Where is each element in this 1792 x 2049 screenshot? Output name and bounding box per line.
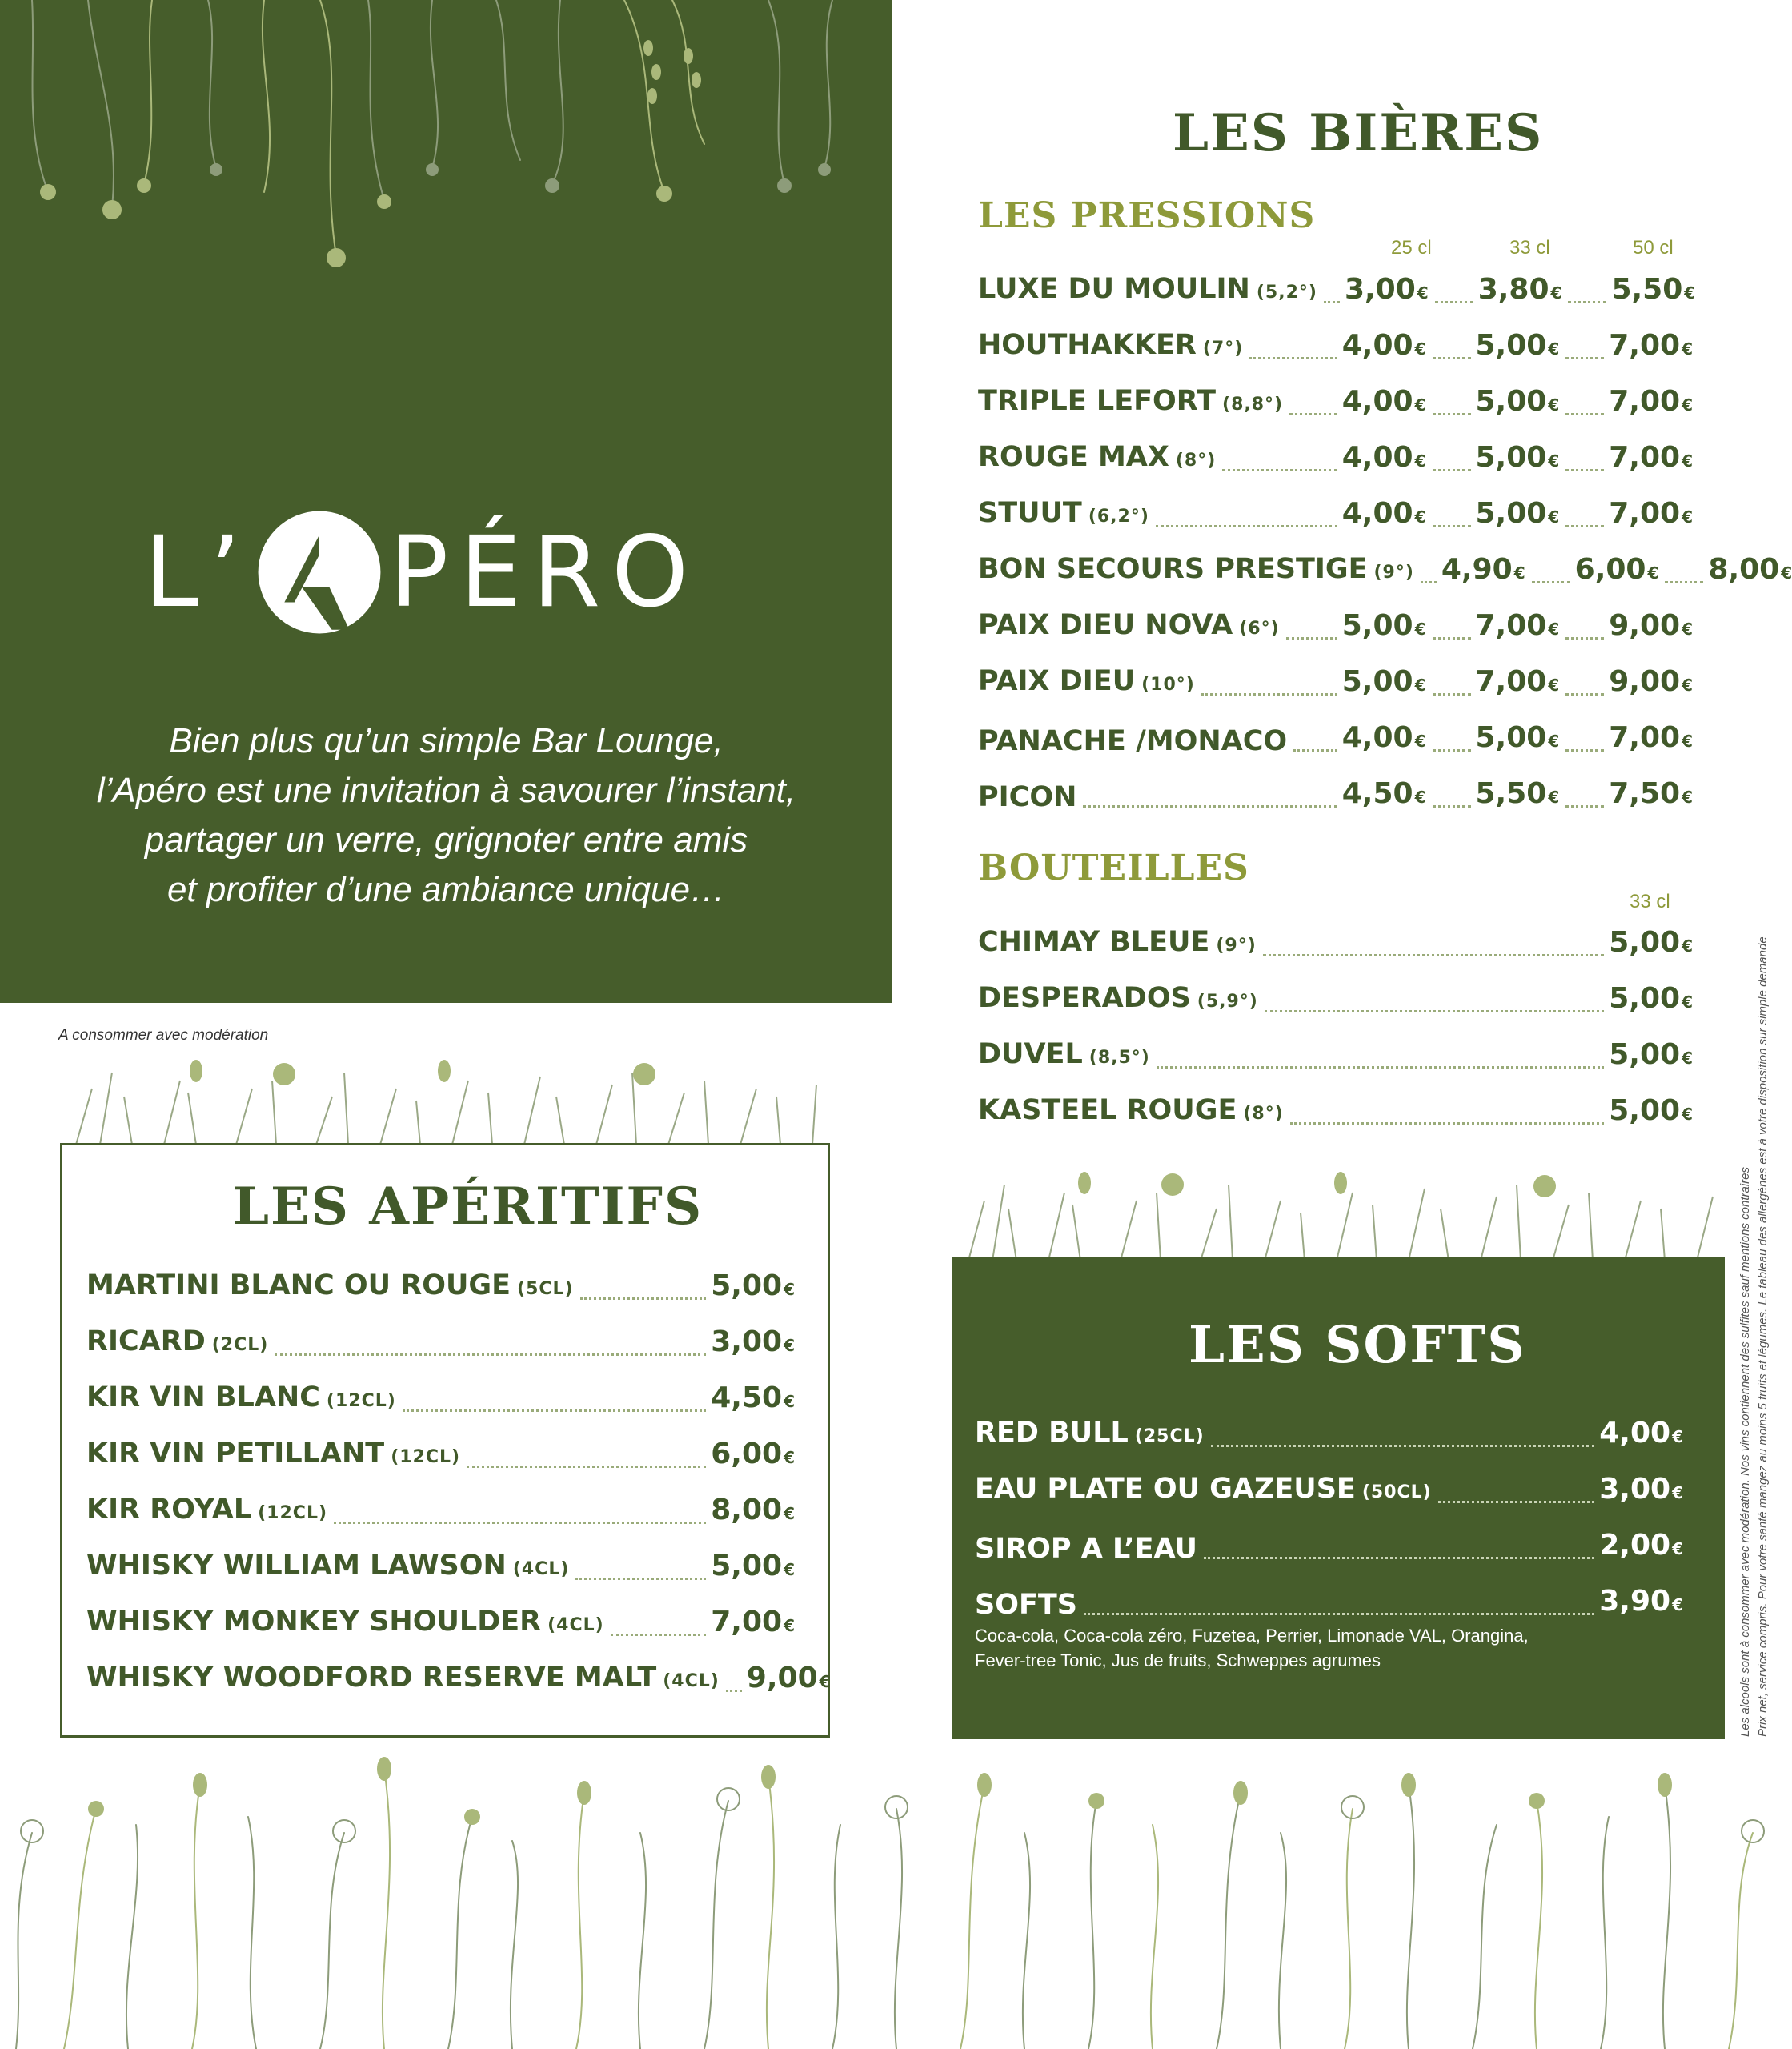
tagline-line: l’Apéro est une invitation à savourer l’instant, xyxy=(96,771,796,810)
price: 5,00 € xyxy=(1341,665,1426,698)
dotted-leader xyxy=(1222,469,1337,471)
price: 7,00 € xyxy=(1609,329,1693,362)
item-note: (7°) xyxy=(1202,339,1244,359)
dotted-leader xyxy=(1083,805,1337,808)
moderation-note: A consommer avec modération xyxy=(58,1027,269,1044)
price: 4,00 € xyxy=(1341,721,1426,754)
price: 3,80 € xyxy=(1477,273,1562,306)
euro-sign: € xyxy=(1684,283,1696,303)
item-name: SIROP A L’EAU xyxy=(975,1533,1197,1565)
dotted-leader xyxy=(1293,749,1337,752)
euro-sign: € xyxy=(1414,732,1426,751)
item-note: (6°) xyxy=(1239,619,1280,639)
euro-sign: € xyxy=(784,1392,795,1411)
price: 5,00 € xyxy=(1475,497,1560,530)
draft-beer-row xyxy=(978,551,1792,591)
dotted-leader xyxy=(1435,301,1473,303)
tagline-line: partager un verre, grignoter entre amis xyxy=(144,820,748,860)
price: 4,50 € xyxy=(711,1381,795,1414)
item-note: (5CL) xyxy=(517,1279,574,1299)
dotted-leader xyxy=(1211,1445,1595,1447)
dotted-leader xyxy=(1565,469,1604,471)
item-note: (8,5°) xyxy=(1088,1048,1150,1068)
euro-sign: € xyxy=(1548,451,1560,471)
dotted-leader xyxy=(1157,1066,1604,1069)
price: 4,00 € xyxy=(1341,441,1426,474)
item-name: HOUTHAKKER (7°) xyxy=(978,329,1244,361)
dotted-leader xyxy=(1532,581,1570,583)
softs-detail xyxy=(975,1623,1529,1673)
euro-sign: € xyxy=(1417,283,1429,303)
softs-title: LES SOFTS xyxy=(1189,1315,1526,1375)
item-note: (12CL) xyxy=(258,1503,328,1523)
item-name: KIR VIN PETILLANT (12CL) xyxy=(86,1438,461,1470)
euro-sign: € xyxy=(784,1280,795,1299)
euro-sign: € xyxy=(1548,620,1560,639)
brand-name-left: L’ xyxy=(144,515,252,629)
brand-name-right: PÉRO xyxy=(389,515,700,629)
item-name: ROUGE MAX (8°) xyxy=(978,441,1217,473)
item-note: (4CL) xyxy=(512,1559,570,1579)
dotted-leader xyxy=(1249,357,1337,359)
price: 7,00 € xyxy=(1475,609,1560,642)
dotted-leader xyxy=(1665,581,1703,583)
price: 9,00 € xyxy=(1609,665,1693,698)
dotted-leader xyxy=(1421,581,1437,583)
dotted-leader xyxy=(275,1353,706,1356)
euro-sign: € xyxy=(1548,788,1560,807)
dotted-leader xyxy=(1433,749,1471,752)
item-note: (4CL) xyxy=(547,1615,604,1635)
item-note: (9°) xyxy=(1373,563,1414,583)
dotted-leader xyxy=(403,1409,706,1412)
euro-sign: € xyxy=(1414,451,1426,471)
price: 7,00 € xyxy=(711,1606,795,1638)
euro-sign: € xyxy=(1414,339,1426,359)
item-note: (8,8°) xyxy=(1222,395,1284,415)
aperitifs-title: LES APÉRITIFS xyxy=(233,1177,704,1237)
dotted-leader xyxy=(1263,954,1605,956)
dotted-leader xyxy=(1565,805,1604,808)
wildflower-meadow-illustration xyxy=(0,1737,1786,2049)
item-note: (4CL) xyxy=(663,1671,720,1691)
dotted-leader xyxy=(1156,525,1337,527)
dotted-leader xyxy=(1433,525,1471,527)
dotted-leader xyxy=(1433,637,1471,640)
legal-note xyxy=(1737,856,1772,1737)
item-name: CHIMAY BLEUE (9°) xyxy=(978,926,1257,958)
price: 7,00 € xyxy=(1609,497,1693,530)
euro-sign: € xyxy=(784,1336,795,1355)
dotted-leader xyxy=(1433,469,1471,471)
item-note: (25CL) xyxy=(1134,1426,1205,1446)
price: 5,00 € xyxy=(1475,721,1560,754)
price: 8,00 € xyxy=(1708,553,1792,586)
aperitifs-panel xyxy=(60,1143,830,1738)
aperitif-row xyxy=(86,1323,795,1363)
soft-row xyxy=(975,1470,1683,1510)
dotted-leader xyxy=(467,1466,706,1468)
dotted-leader xyxy=(1204,1557,1594,1559)
price: 8,00 € xyxy=(711,1494,795,1526)
draft-beer-row xyxy=(978,775,1693,815)
draft-beer-row xyxy=(978,327,1693,367)
dotted-leader xyxy=(1201,693,1337,696)
euro-sign: € xyxy=(1682,992,1693,1012)
dotted-leader xyxy=(1438,1501,1595,1503)
item-name: SOFTS xyxy=(975,1589,1077,1621)
price: 7,00 € xyxy=(1609,721,1693,754)
item-name: RICARD (2CL) xyxy=(86,1325,269,1357)
volume-header: 50 cl xyxy=(1633,237,1674,259)
dotted-leader xyxy=(611,1634,707,1636)
price: 5,00 € xyxy=(1609,1038,1693,1071)
dotted-leader xyxy=(1433,357,1471,359)
bottle-beer-row xyxy=(978,1036,1693,1076)
euro-sign: € xyxy=(1682,395,1693,415)
item-note: (10°) xyxy=(1141,675,1195,695)
draft-title: LES PRESSIONS xyxy=(978,195,1316,236)
price: 7,00 € xyxy=(1475,665,1560,698)
soft-row xyxy=(975,1582,1683,1622)
aperitif-row xyxy=(86,1603,795,1643)
dotted-leader xyxy=(1565,693,1604,696)
dotted-leader xyxy=(1433,413,1471,415)
volume-header: 33 cl xyxy=(1509,237,1550,259)
price: 3,90 € xyxy=(1599,1585,1683,1618)
euro-sign: € xyxy=(1682,1049,1693,1068)
euro-sign: € xyxy=(784,1448,795,1467)
price: 3,00 € xyxy=(711,1325,795,1358)
item-name: PAIX DIEU (10°) xyxy=(978,665,1195,697)
item-name: KASTEEL ROUGE (8°) xyxy=(978,1094,1284,1126)
volume-header: 33 cl xyxy=(1630,891,1670,912)
euro-sign: € xyxy=(1548,732,1560,751)
draft-beer-row xyxy=(978,271,1696,311)
price: 5,50 € xyxy=(1611,273,1696,306)
item-name: DUVEL (8,5°) xyxy=(978,1038,1150,1070)
euro-sign: € xyxy=(784,1616,795,1635)
euro-sign: € xyxy=(1647,563,1659,583)
dotted-leader xyxy=(1565,749,1604,752)
aperitif-row xyxy=(86,1435,795,1475)
item-name: WHISKY WILLIAM LAWSON (4CL) xyxy=(86,1550,570,1582)
item-note: (8°) xyxy=(1175,451,1217,471)
euro-sign: € xyxy=(1672,1427,1683,1446)
item-note: (50CL) xyxy=(1361,1482,1432,1502)
item-note: (5,9°) xyxy=(1197,992,1258,1012)
item-name: DESPERADOS (5,9°) xyxy=(978,982,1258,1014)
item-name: EAU PLATE OU GAZEUSE (50CL) xyxy=(975,1473,1432,1505)
item-note: (2CL) xyxy=(211,1335,269,1355)
item-name: WHISKY MONKEY SHOULDER (4CL) xyxy=(86,1606,604,1638)
item-note: (12CL) xyxy=(391,1447,461,1467)
bottles-title: BOUTEILLES xyxy=(978,848,1249,888)
euro-sign: € xyxy=(1682,451,1693,471)
grass-tuft-illustration xyxy=(960,1169,1721,1261)
euro-sign: € xyxy=(1672,1595,1683,1614)
euro-sign: € xyxy=(1682,732,1693,751)
euro-sign: € xyxy=(1672,1539,1683,1558)
draft-beer-row xyxy=(978,383,1693,423)
price: 5,00 € xyxy=(1609,982,1693,1015)
price: 4,50 € xyxy=(1341,777,1426,810)
euro-sign: € xyxy=(1682,788,1693,807)
dotted-leader xyxy=(1565,357,1604,359)
item-name: WHISKY WOODFORD RESERVE MALT (4CL) xyxy=(86,1662,720,1694)
euro-sign: € xyxy=(1548,676,1560,695)
item-name: MARTINI BLANC OU ROUGE (5CL) xyxy=(86,1269,574,1301)
dotted-leader xyxy=(1324,301,1340,303)
price: 4,90 € xyxy=(1441,553,1525,586)
price: 5,00 € xyxy=(1475,385,1560,418)
euro-sign: € xyxy=(784,1560,795,1579)
euro-sign: € xyxy=(1414,676,1426,695)
item-note: (9°) xyxy=(1216,936,1257,956)
aperitif-row xyxy=(86,1379,795,1419)
hero-panel xyxy=(0,0,892,1003)
draft-beer-row xyxy=(978,495,1693,535)
brand-logo xyxy=(144,500,700,644)
price: 3,00 € xyxy=(1599,1473,1683,1506)
dotted-leader xyxy=(726,1690,742,1692)
volume-header: 25 cl xyxy=(1391,237,1432,259)
item-name: KIR ROYAL (12CL) xyxy=(86,1494,328,1526)
price: 9,00 € xyxy=(746,1662,831,1694)
hanging-wildflowers-illustration xyxy=(0,0,892,376)
item-name: PANACHE /MONACO xyxy=(978,725,1288,757)
euro-sign: € xyxy=(784,1504,795,1523)
euro-sign: € xyxy=(1414,788,1426,807)
euro-sign: € xyxy=(1548,395,1560,415)
dotted-leader xyxy=(1289,413,1337,415)
price: 5,00 € xyxy=(1475,441,1560,474)
aperitif-row xyxy=(86,1491,795,1531)
price: 5,00 € xyxy=(1609,926,1693,959)
softs-detail-line: Coca-cola, Coca-cola zéro, Fuzetea, Perrier, Limonade VAL, Orangina, xyxy=(975,1626,1529,1646)
dotted-leader xyxy=(1084,1613,1594,1615)
aperitif-row xyxy=(86,1659,831,1699)
item-note: (6,2°) xyxy=(1088,507,1149,527)
aperitif-row xyxy=(86,1547,795,1587)
price: 4,00 € xyxy=(1341,385,1426,418)
price: 4,00 € xyxy=(1341,497,1426,530)
aperitif-row xyxy=(86,1267,795,1307)
bottle-beer-row xyxy=(978,924,1693,964)
legal-line: Les alcools sont à consommer avec modération. Nos vins contiennent des sulfites sauf mentions contraires xyxy=(1738,1166,1752,1737)
triangle-in-circle-icon xyxy=(257,510,382,635)
price: 5,00 € xyxy=(1609,1094,1693,1127)
draft-beer-row xyxy=(978,663,1693,703)
bottle-beer-row xyxy=(978,1092,1693,1132)
bottle-beer-row xyxy=(978,980,1693,1020)
item-name: PICON xyxy=(978,781,1077,813)
item-note: (5,2°) xyxy=(1256,283,1317,303)
euro-sign: € xyxy=(1548,339,1560,359)
beers-title: LES BIÈRES xyxy=(1173,103,1544,163)
price: 5,00 € xyxy=(1475,329,1560,362)
softs-detail-line: Fever-tree Tonic, Jus de fruits, Schweppes agrumes xyxy=(975,1650,1381,1670)
price: 5,50 € xyxy=(1475,777,1560,810)
item-name: KIR VIN BLANC (12CL) xyxy=(86,1381,396,1413)
euro-sign: € xyxy=(1414,395,1426,415)
item-note: (12CL) xyxy=(326,1391,396,1411)
item-name: LUXE DU MOULIN (5,2°) xyxy=(978,273,1317,305)
item-name: PAIX DIEU NOVA (6°) xyxy=(978,609,1280,641)
hero-tagline xyxy=(64,716,828,915)
dotted-leader xyxy=(575,1578,706,1580)
draft-beer-row xyxy=(978,607,1693,647)
price: 5,00 € xyxy=(711,1550,795,1582)
price: 2,00 € xyxy=(1599,1529,1683,1562)
euro-sign: € xyxy=(1548,507,1560,527)
dotted-leader xyxy=(1565,413,1604,415)
dotted-leader xyxy=(1290,1122,1604,1125)
dotted-leader xyxy=(1568,301,1606,303)
legal-line: Prix net, service compris. Pour votre santé mangez au moins 5 fruits et légumes. Le tableau des allergènes est à votre disposition sur simple demande xyxy=(1756,936,1770,1737)
draft-beer-row xyxy=(978,439,1693,479)
price: 5,00 € xyxy=(711,1269,795,1302)
grass-tuft-illustration xyxy=(68,1057,820,1145)
dotted-leader xyxy=(1265,1010,1604,1012)
price: 4,00 € xyxy=(1341,329,1426,362)
price: 6,00 € xyxy=(711,1438,795,1470)
euro-sign: € xyxy=(1672,1483,1683,1502)
soft-row xyxy=(975,1414,1683,1454)
euro-sign: € xyxy=(1682,676,1693,695)
price: 7,50 € xyxy=(1609,777,1693,810)
softs-panel xyxy=(952,1257,1725,1739)
price: 5,00 € xyxy=(1341,609,1426,642)
euro-sign: € xyxy=(1682,936,1693,956)
price: 4,00 € xyxy=(1599,1417,1683,1450)
dotted-leader xyxy=(334,1522,706,1524)
euro-sign: € xyxy=(1682,507,1693,527)
euro-sign: € xyxy=(819,1672,831,1691)
euro-sign: € xyxy=(1414,620,1426,639)
tagline-line: et profiter d’une ambiance unique… xyxy=(166,870,726,909)
euro-sign: € xyxy=(1550,283,1562,303)
price: 9,00 € xyxy=(1609,609,1693,642)
item-note: (8°) xyxy=(1243,1104,1284,1124)
euro-sign: € xyxy=(1513,563,1525,583)
price: 3,00 € xyxy=(1344,273,1429,306)
tagline-line: Bien plus qu’un simple Bar Lounge, xyxy=(169,721,724,760)
euro-sign: € xyxy=(1682,1105,1693,1124)
dotted-leader xyxy=(1565,525,1604,527)
item-name: TRIPLE LEFORT (8,8°) xyxy=(978,385,1284,417)
price: 7,00 € xyxy=(1609,441,1693,474)
euro-sign: € xyxy=(1682,339,1693,359)
price: 6,00 € xyxy=(1574,553,1659,586)
dotted-leader xyxy=(1565,637,1604,640)
euro-sign: € xyxy=(1781,563,1792,583)
item-name: BON SECOURS PRESTIGE (9°) xyxy=(978,553,1414,585)
dotted-leader xyxy=(1286,637,1337,640)
euro-sign: € xyxy=(1414,507,1426,527)
dotted-leader xyxy=(1433,805,1471,808)
draft-beer-row xyxy=(978,719,1693,759)
price: 7,00 € xyxy=(1609,385,1693,418)
soft-row xyxy=(975,1526,1683,1566)
dotted-leader xyxy=(1433,693,1471,696)
dotted-leader xyxy=(580,1297,707,1300)
item-name: RED BULL (25CL) xyxy=(975,1417,1205,1449)
item-name: STUUT (6,2°) xyxy=(978,497,1149,529)
euro-sign: € xyxy=(1682,620,1693,639)
